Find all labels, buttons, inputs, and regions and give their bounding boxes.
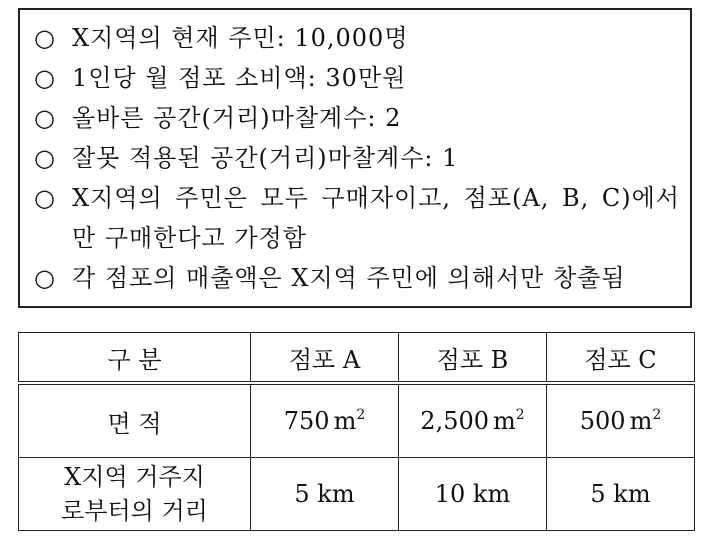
distance-label: X지역 거주지 로부터의 거리 [19, 458, 251, 531]
header-category: 구 분 [19, 333, 251, 384]
condition-text: 각 점포의 매출액은 X지역 주민에 의해서만 창출됨 [72, 264, 626, 292]
condition-item [34, 98, 680, 138]
condition-text: X지역의 현재 주민: 10,000명 [72, 24, 409, 52]
area-store-c: 500 $m^2$ [547, 383, 695, 458]
condition-text: 잘못 적용된 공간(거리)마찰계수: 1 [72, 144, 459, 172]
condition-item [34, 58, 680, 98]
distance-store-a: 5 km [251, 458, 399, 531]
condition-item [34, 258, 680, 298]
area-label: 면 적 [19, 383, 251, 458]
condition-item [34, 178, 680, 258]
bullet-circle-icon: ○ [34, 104, 56, 132]
condition-text: 1인당 월 점포 소비액: 30만원 [72, 64, 407, 92]
distance-store-c: 5 km [547, 458, 695, 531]
bullet-circle-icon: ○ [34, 264, 56, 292]
table-row-distance [19, 458, 695, 531]
distance-store-b: 10 km [399, 458, 547, 531]
table-header-row [19, 333, 695, 384]
area-store-b: 2,500 $m^2$ [399, 383, 547, 458]
condition-item [34, 18, 680, 58]
header-store-c: 점포 C [547, 333, 695, 384]
bullet-circle-icon: ○ [34, 64, 56, 92]
table-row-area [19, 383, 695, 458]
bullet-circle-icon: ○ [34, 24, 56, 52]
condition-item [34, 138, 680, 178]
condition-text: 올바른 공간(거리)마찰계수: 2 [72, 104, 402, 132]
header-store-a: 점포 A [251, 333, 399, 384]
store-table [18, 332, 695, 531]
condition-text: X지역의 주민은 모두 구매자이고, 점포(A, B, C)에서만 구매한다고 가정함 [72, 184, 680, 252]
conditions-box [18, 8, 692, 308]
header-store-b: 점포 B [399, 333, 547, 384]
area-store-a: 750 $m^2$ [251, 383, 399, 458]
bullet-circle-icon: ○ [34, 184, 56, 212]
bullet-circle-icon: ○ [34, 144, 56, 172]
